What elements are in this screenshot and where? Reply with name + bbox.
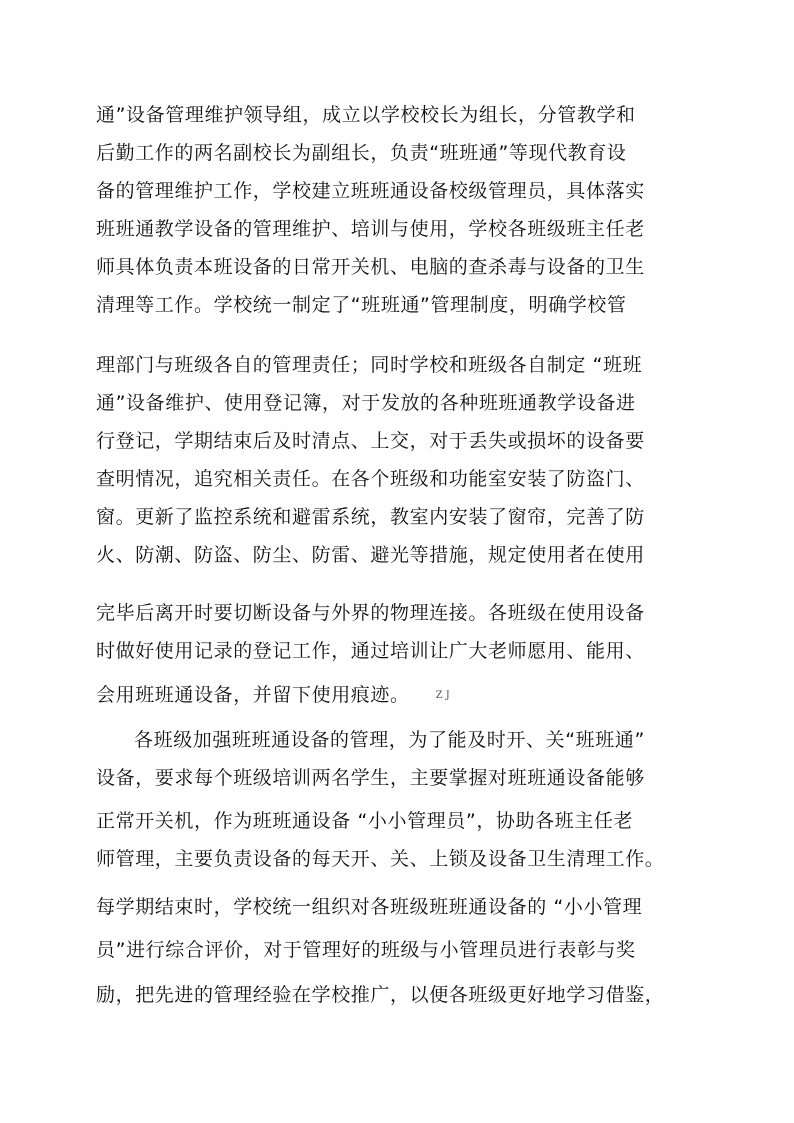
text-line: 行登记，学期结束后及时清点、上交，对于丢失或损坏的设备要 xyxy=(96,430,645,452)
text-line: 查明情况，追究相关责任。在各个班级和功能室安装了防盗门、 xyxy=(96,468,645,490)
text-line: 班班通教学设备的管理维护、培训与使用，学校各班级班主任老 xyxy=(96,218,645,240)
text-line: 火、防潮、防盗、防尘、防雷、避光等措施，规定使用者在使用 xyxy=(96,544,645,566)
text-line: 理部门与班级各自的管理责任；同时学校和班级各自制定 “班班 xyxy=(96,354,643,376)
text-line: 励，把先进的管理经验在学校推广，以便各班级更好地学习借鉴， xyxy=(96,984,665,1006)
text-line: 设备，要求每个班级培训两名学生，主要掌握对班班通设备能够 xyxy=(96,767,645,789)
text-line: 师具体负责本班设备的日常开关机、电脑的查杀毒与设备的卫生 xyxy=(96,256,645,278)
text-line: 备的管理维护工作，学校建立班班通设备校级管理员，具体落实 xyxy=(96,180,645,202)
text-line: 后勤工作的两名副校长为副组长，负责“班班通”等现代教育设 xyxy=(96,142,627,164)
text-line: 窗。更新了监控系统和避雷系统，教室内安装了窗帘，完善了防 xyxy=(96,506,645,528)
text-line: 正常开关机，作为班班通设备 “小小管理员”，协助各班主任老 xyxy=(96,810,634,832)
text-line: 时做好使用记录的登记工作，通过培训让广大老师愿用、能用、 xyxy=(96,640,645,662)
text-line: 清理等工作。学校统一制定了“班班通”管理制度，明确学校管 xyxy=(96,294,627,316)
text-line-indented: 各班级加强班班通设备的管理，为了能及时开、关“班班通” xyxy=(134,729,645,751)
text-line: 完毕后离开时要切断设备与外界的物理连接。各班级在使用设备 xyxy=(96,602,645,624)
text-line-content: 会用班班通设备，并留下使用痕迹。 xyxy=(96,684,410,706)
stray-marks: Z J xyxy=(435,689,450,701)
text-line: 通”设备维护、使用登记簿，对于发放的各种班班通教学设备进 xyxy=(96,392,636,414)
text-line: 通”设备管理维护领导组，成立以学校校长为组长，分管教学和 xyxy=(96,104,636,126)
text-line: 员”进行综合评价，对于管理好的班级与小管理员进行表彰与奖 xyxy=(96,939,636,961)
text-line-last xyxy=(96,682,704,709)
text-line: 每学期结束时，学校统一组织对各班级班班通设备的 “小小管理 xyxy=(96,896,643,918)
text-line: 师管理，主要负责设备的每天开、关、上锁及设备卫生清理工作。 xyxy=(96,848,665,870)
